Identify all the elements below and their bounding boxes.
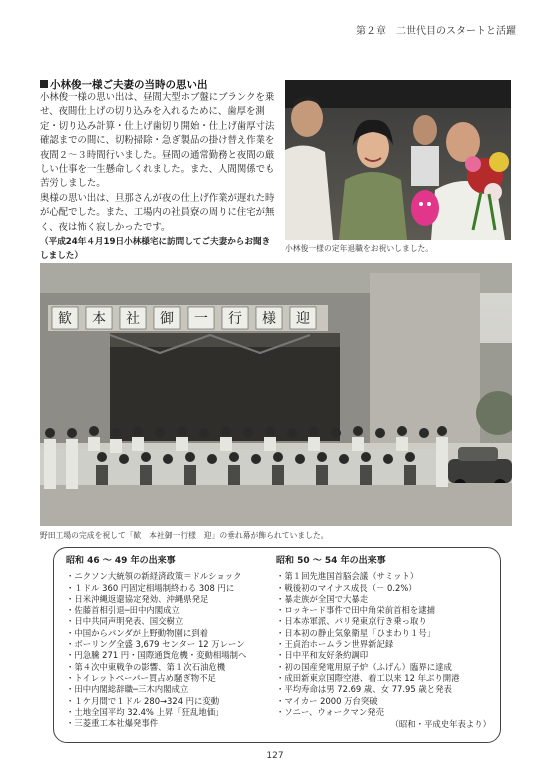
list-item: ・ 日本初の静止気象衛星「ひまわり１号」 bbox=[276, 628, 491, 639]
banner-char: 歓 bbox=[58, 311, 72, 327]
list-item: ・ 平均寿命は男 72.69 歳、女 77.95 歳と発表 bbox=[276, 684, 491, 695]
interview-note: （平成24年４月19日小林様宅に訪問してご夫妻からお聞きしました） bbox=[40, 237, 271, 262]
retirement-photo-graphic bbox=[285, 80, 511, 240]
square-bullet-icon bbox=[40, 80, 48, 88]
events-right-list bbox=[276, 571, 491, 718]
retirement-photo-caption: 小林俊一様の定年退職をお祝いしました。 bbox=[285, 244, 434, 253]
list-item: ・ 日中平和友好条約調印 bbox=[276, 650, 491, 661]
list-item: ・ 日米沖縄返還協定発効、沖縄県発足 bbox=[66, 594, 274, 605]
list-item: ・ １ケ月間で１ドル 280→324 円に変動 bbox=[66, 696, 274, 707]
events-column-left bbox=[66, 556, 274, 729]
source-note: （昭和・平成史年表より） bbox=[390, 719, 491, 730]
banner-char: 様 bbox=[262, 311, 276, 327]
list-item: ・ ソニー、ウォークマン発売 bbox=[276, 707, 491, 718]
list-item: ・ ニクソン大統領の新経済政策＝ドルショック bbox=[66, 571, 274, 582]
list-item: ・ 佐藤首相引退─田中内閣成立 bbox=[66, 605, 274, 616]
list-item: ・ 王貞治ホームラン世界新記録 bbox=[276, 639, 491, 650]
list-item: ・ 戦後初のマイナス成長（－ 0.2%） bbox=[276, 583, 491, 594]
section-title-text: 小林俊一様ご夫妻の当時の思い出 bbox=[50, 79, 208, 91]
chapter-header: 第２章 二世代目のスタートと活躍 bbox=[356, 26, 516, 37]
retirement-photo bbox=[285, 80, 511, 240]
banner-char: 行 bbox=[228, 311, 242, 327]
page-number: 127 bbox=[266, 751, 284, 761]
events-left-title: 昭和 46 ～ 49 年の出来事 bbox=[66, 556, 176, 566]
list-item: ・ 第１回先進国首脳会議（サミット） bbox=[276, 571, 491, 582]
list-item: ・ 成田新東京国際空港、着工以来 12 年ぶり開港 bbox=[276, 673, 491, 684]
list-item: ・ 日本赤軍派、パリ発東京行き乗っ取り bbox=[276, 616, 491, 627]
paragraph: 小林俊一様の思い出は、昼間大型ホブ盤にブランクを乗せ、夜間仕上げの切り込みを入れるために、歯厚を測定・切り込み計算・仕上げ歯切り開始・仕上げ歯厚寸法確認までの間に、切粉掃除・急ぎ製品の掛け替え作業を夜間２～３時間行いました。昼間の通常勤務と夜間の厳しい仕事を一生懸命しくれました。また、人間関係でも苦労しました。 bbox=[40, 92, 275, 190]
events-right-title: 昭和 50 ～ 54 年の出来事 bbox=[276, 556, 386, 566]
section-title bbox=[40, 77, 208, 92]
list-item: ・ ロッキード事件で田中角栄前首相を逮捕 bbox=[276, 605, 491, 616]
list-item: ・ 円急騰 271 円・国際通貨危機・変動相場制へ bbox=[66, 650, 274, 661]
banner-char: 本 bbox=[92, 311, 106, 327]
factory-photo-caption: 野田工場の完成を祝して「歓 本社御一行様 迎」の垂れ幕が飾られていました。 bbox=[40, 531, 329, 540]
factory-group-photo bbox=[40, 263, 512, 526]
list-item: ・ 第４次中東戦争の影響、第１次石油危機 bbox=[66, 662, 274, 673]
list-item: ・ 初の国産発電用原子炉（ふげん）臨界に達成 bbox=[276, 662, 491, 673]
list-item: ・ 中国からパンダが上野動物園に到着 bbox=[66, 628, 274, 639]
factory-group-photo-graphic bbox=[40, 263, 512, 526]
banner-char: 社 bbox=[126, 311, 140, 327]
list-item: ・ 田中内閣総辞職─三木内閣成立 bbox=[66, 684, 274, 695]
list-item: ・ マイカー 2000 万台突破 bbox=[276, 696, 491, 707]
banner-char: 迎 bbox=[296, 311, 310, 327]
banner-char: 一 bbox=[194, 311, 208, 327]
list-item: ・ １ドル 360 円固定相場制終わる 308 円に bbox=[66, 583, 274, 594]
banner-char: 御 bbox=[160, 311, 174, 327]
list-item: ・ 暴走族が全国で大暴走 bbox=[276, 594, 491, 605]
list-item: ・ 三菱重工本社爆発事件 bbox=[66, 718, 274, 729]
body-text bbox=[40, 91, 276, 264]
list-item: ・ 日中共同声明発表、国交樹立 bbox=[66, 616, 274, 627]
list-item: ・ トイレットペーパー買占め騒ぎ物不足 bbox=[66, 673, 274, 684]
events-column-right bbox=[276, 556, 491, 730]
paragraph: 奥様の思い出は、旦那さんが夜の仕上げ作業が遅れた時が心配でした。また、工場内の社員寮の周りに住宅が無く、夜は怖く寂しかったです。 bbox=[40, 192, 275, 233]
events-left-list bbox=[66, 571, 274, 729]
list-item: ・ ボーリング全盛 3,679 センター 12 万レーン bbox=[66, 639, 274, 650]
list-item: ・ 土地全国平均 32.4% 上昇「狂乱地価」 bbox=[66, 707, 274, 718]
events-box bbox=[53, 547, 501, 743]
